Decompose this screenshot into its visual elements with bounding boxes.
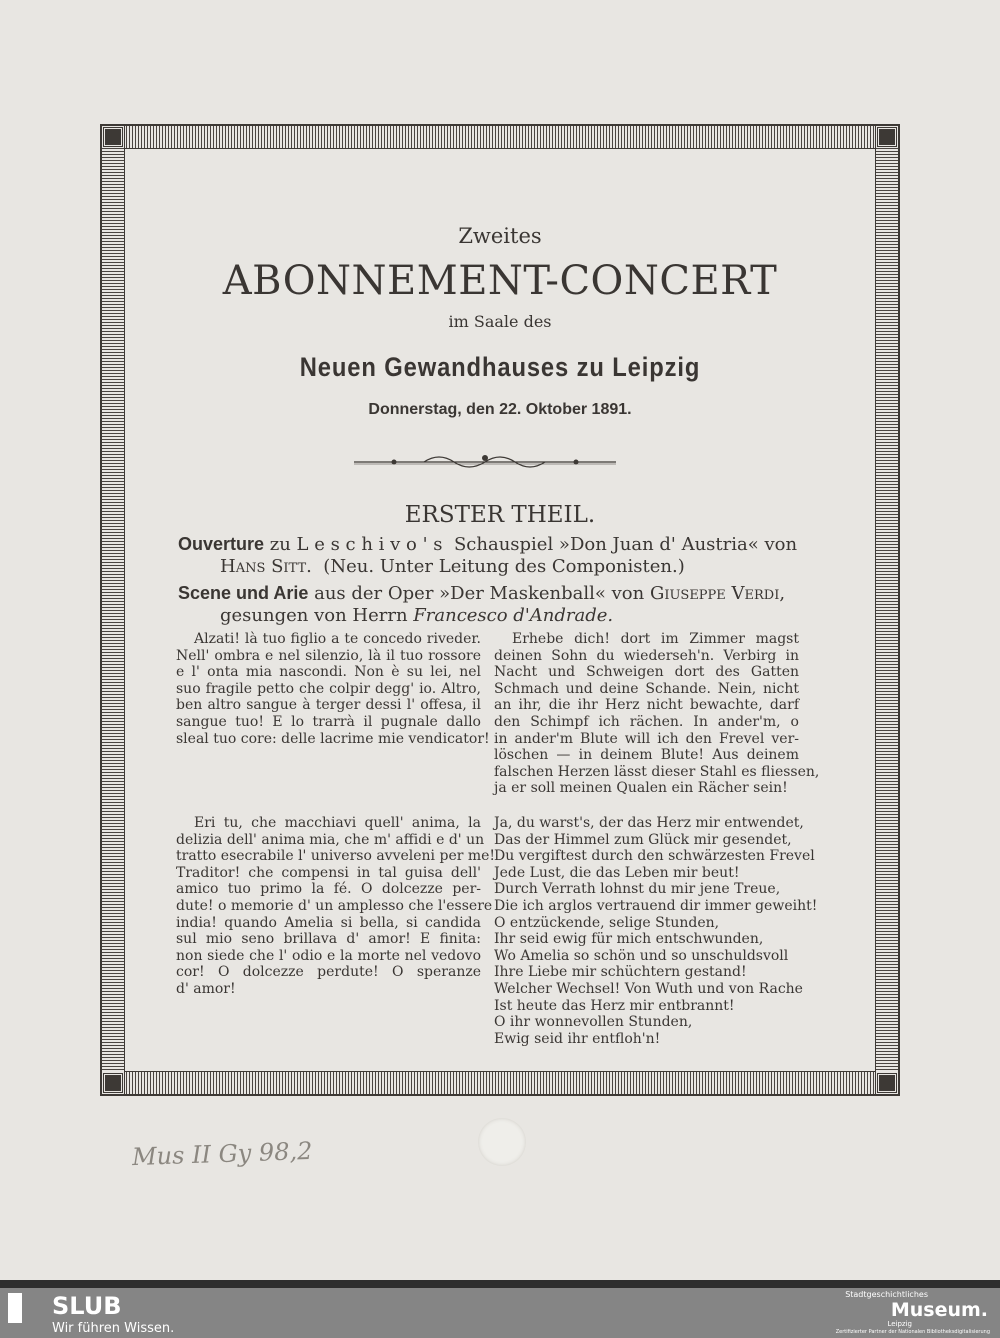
lyric-line: Die ich arglos vertrauend dir immer geweiht! [494, 897, 818, 914]
lyric-line: tratto esecrabile l' universo avveleni per me! [176, 848, 496, 865]
lyric-line: Alzati! là tuo figlio a te concedo riveder. [194, 631, 481, 647]
lyric-line: d' amor! [176, 980, 236, 997]
program-item-aria [178, 582, 798, 627]
lyric-line: non siede che l' odio e la morte nel vedovo [176, 947, 481, 964]
lyric-line: löschen — in deinem Blute! Aus deinem [494, 747, 799, 764]
lyric-line: Schmach und deine Schande. Nein, nicht [494, 680, 799, 697]
corner-ornament-icon [102, 1072, 124, 1094]
lyric-line: Ewig seid ihr entfloh'n! [494, 1030, 661, 1047]
singer: Francesco d'Andrade. [413, 605, 614, 626]
lyric-line: Durch Verrath lohnst du mir jene Treue, [494, 881, 781, 898]
lyric-line: Jede Lust, die das Leben mir beut! [494, 864, 740, 881]
lyrics-italian-2 [176, 815, 496, 998]
lyric-line: den Schimpf ich rächen. In ander'm, o [494, 713, 799, 730]
subtitle: im Saale des [448, 312, 552, 331]
lyric-line: O ihr wonnevollen Stunden, [494, 1014, 693, 1031]
footer-bar [0, 1288, 1000, 1338]
lyric-line: falschen Herzen lässt dieser Stahl es fliessen, [494, 763, 820, 780]
lyric-line: india! quando Amelia si bella, si candida [176, 914, 481, 931]
lyric-line: an ihr, die ihr Herz nicht bewachte, darf [494, 697, 799, 714]
section-heading: ERSTER THEIL. [404, 502, 596, 528]
lyric-line: Eri tu, che macchiavi quell' anima, la [194, 815, 481, 831]
lyric-line: sleal tuo core: delle lacrime mie vendicator! [176, 730, 490, 747]
lyric-line: Nacht und Schweigen dort des Gatten [494, 664, 799, 681]
lyric-line: Das der Himmel zum Glück mir gesendet, [494, 831, 792, 848]
lyric-line: suo fragile petto che colpir degg' io. Altro, [176, 680, 481, 697]
ornament-divider-icon [354, 452, 616, 472]
piece-description: aus der Oper »Der Maskenball« von [308, 583, 650, 604]
corner-ornament-icon [876, 1072, 898, 1094]
lyric-line: Ist heute das Herz mir entbrannt! [494, 997, 735, 1014]
lyric-line: Ihr seid ewig für mich entschwunden, [494, 931, 764, 948]
lyric-line: sul mio seno brillava d' amor! E finita: [176, 931, 481, 948]
lyric-line: Ja, du warst's, der das Herz mir entwendet, [494, 815, 804, 831]
piece-note: (Neu. Unter Leitung des Componisten.) [311, 556, 685, 577]
concert-date: Donnerstag, den 22. Oktober 1891. [368, 401, 632, 418]
lyric-line: Nell' ombra e nel silenzio, là il tuo rossore [176, 647, 481, 664]
page-title: ABONNEMENT-CONCERT [222, 258, 778, 304]
lyric-line: amico tuo primo la fé. O dolcezze per- [176, 881, 481, 898]
museum-city: Leipzig [887, 1320, 912, 1328]
composer: Hans Sitt. [220, 556, 312, 577]
program-item-overture [178, 533, 798, 578]
lyric-line: Du vergiftest durch den schwärzesten Frevel [494, 848, 815, 865]
lyric-line: Welcher Wechsel! Von Wuth und von Rache [494, 980, 803, 997]
piece-title: Scene und Arie [178, 583, 309, 603]
lyrics-german-1 [494, 631, 820, 797]
slub-logo[interactable]: SLUB [52, 1292, 122, 1320]
lyrics-german-2 [494, 815, 818, 1047]
lyric-line: cor! O dolcezze perdute! O speranze [176, 964, 481, 981]
lyric-line: Wo Amelia so schön und so unschuldsvoll [494, 947, 789, 964]
lyric-line: delizia dell' anima mia, che m' affidi e d' un [176, 831, 485, 848]
lyric-line: deinen Sohn du wiederseh'n. Verbirg in [494, 647, 799, 664]
corner-ornament-icon [102, 126, 124, 148]
pre-title: Zweites [458, 224, 542, 248]
piece-description: zu L e s c h i v o ' s Schauspiel »Don Juan d' Austria« von [264, 534, 798, 555]
lyric-line: dute! o memorie d' un amplesso che l'essere [176, 897, 493, 914]
lyric-line: ja er soll meinen Qualen ein Rächer sein! [494, 780, 788, 797]
handwritten-shelfmark: Mus II Gy 98,2 [131, 1136, 313, 1172]
museum-logo[interactable]: Museum. [890, 1299, 988, 1321]
slub-tagline: Wir führen Wissen. [52, 1321, 175, 1336]
lyric-line: e l' onta mia nascondi. Non è su lei, nel [176, 664, 481, 681]
lyric-line: Ihre Liebe mir schüchtern gestand! [494, 964, 747, 981]
lyrics-italian-1 [176, 631, 490, 747]
lyric-line: in ander'm Blute will ich den Frevel ver- [494, 730, 799, 747]
scan-edge [0, 1280, 1000, 1288]
embossed-stamp [478, 1118, 526, 1166]
composer: Giuseppe Verdi, [649, 583, 786, 604]
venue: Neuen Gewandhauses zu Leipzig [299, 352, 701, 382]
slub-logo-icon [8, 1293, 22, 1323]
lyric-line: Erhebe dich! dort im Zimmer magst [512, 631, 799, 647]
lyric-line: O entzückende, selige Stunden, [494, 914, 720, 931]
museum-certification: Zertifizierter Partner der Nationalen Bibliotheksdigitalisierung [835, 1329, 990, 1335]
piece-note: gesungen von Herrn [220, 605, 414, 626]
piece-title: Ouverture [178, 534, 265, 554]
lyric-line: sangue tuo! E lo trarrà il pugnale dallo [176, 713, 481, 730]
lyric-line: ben altro sangue à terger dessi l' offesa, il [176, 697, 481, 714]
corner-ornament-icon [876, 126, 898, 148]
museum-label: Stadtgeschichtliches [845, 1290, 928, 1299]
lyric-line: Traditor! che compensi in tal guisa dell' [176, 864, 481, 881]
